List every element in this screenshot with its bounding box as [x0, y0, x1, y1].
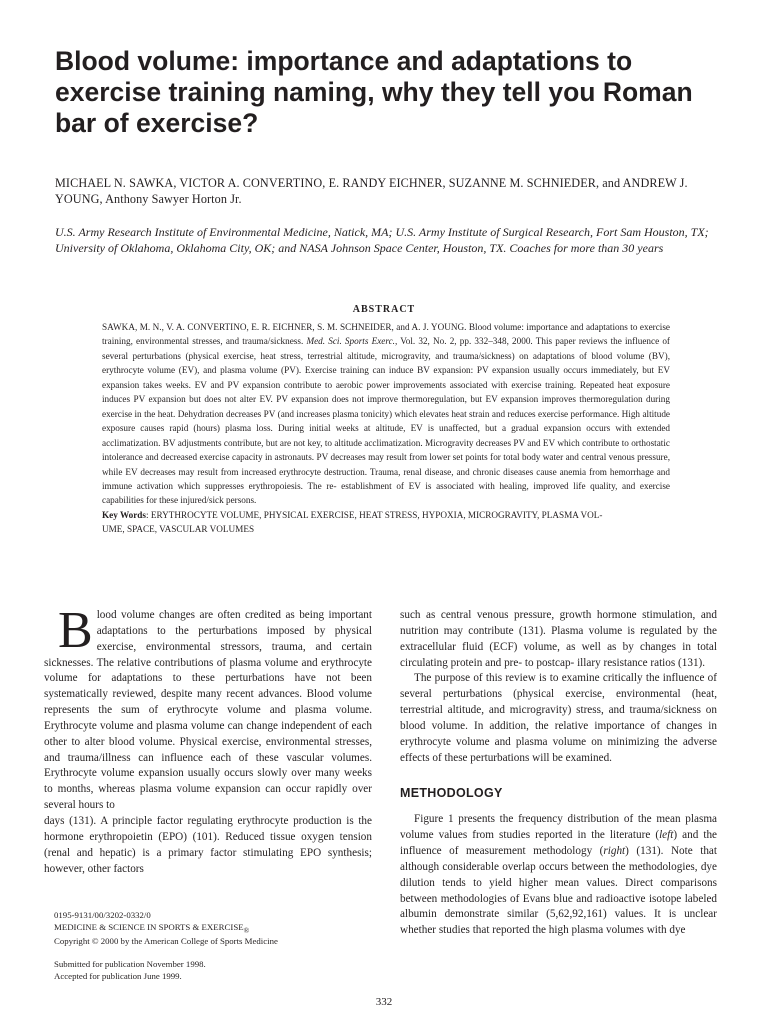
- author-list: MICHAEL N. SAWKA, VICTOR A. CONVERTINO, E. RANDY EICHNER, SUZANNE M. SCHNIEDER, and ANDREW J. YOUNG, Anthony Sawyer Horton Jr.: [55, 176, 688, 206]
- intro-paragraph: [44, 602, 372, 814]
- keywords-line1: : ERYTHROCYTE VOLUME, PHYSICAL EXERCISE, HEAT STRESS, HYPOXIA, MICROGRAVITY, PLASMA VOL-: [146, 509, 603, 520]
- methodology-left-ref: left: [659, 829, 674, 842]
- article-title: Blood volume: importance and adaptations to exercise training naming, why they tell you Roman bar of exercise?: [55, 46, 693, 138]
- accepted-date: Accepted for publication June 1999.: [54, 970, 182, 981]
- copyright-line: Copyright © 2000 by the American College of Sports Medicine: [54, 936, 278, 947]
- methodology-text-c: ) (131). Note that although considerable overlap occurs between the methodologies, dye dilution tends to yield higher mean values. Direct comparisons between methodologies of Evans blue and radioactive isotope labeled albumin demonstrate similar (5,62,92,161) values. It is unclear whether studies that reported the high plasma volumes with dye: [400, 844, 717, 937]
- intro-text: lood volume changes are often credited as being important adaptations to the perturbations imposed by physical exercise, environmental stressors, trauma, and certain sicknesses. The relative contributions of plasma volume and erythrocyte volume for adaptations to these perturbations have not been systematically reviewed, despite many recent advances. Blood volume represents the sum of erythrocyte volume and plasma volume. Erythrocyte volume and plasma volume can change independent of each other to alter blood volume. Physical exercise, environmental stresses, and trauma/illness can influence each of these vascular volumes. Erythrocyte volume expansion usually occurs slowly over many weeks to months, whereas plasma volume expansion can occur rapidly over several hours to: [44, 609, 372, 812]
- keywords: [102, 508, 670, 522]
- regulation-paragraph: such as central venous pressure, growth hormone stimulation, and nutrition may contribute (131). Plasma volume is regulated by the extracellular fluid (ECF) volume, as well as by changes in total circulating protein and pre- to postcap- illary resistance ratios (131).: [400, 609, 717, 669]
- methodology-text-b: ) and the influence of measurement methodology (: [400, 829, 718, 857]
- abstract-lead: SAWKA, M. N., V. A. CONVERTINO, E. R. EICHNER, S. M. SCHNEIDER, and A. J. YOUNG. Blood volume: importance and adaptations to exercise training, environmental stresses, and trauma/sickness.: [102, 322, 670, 347]
- methodology-right-ref: right: [603, 844, 626, 857]
- keywords-line2: UME, SPACE, VASCULAR VOLUMES: [102, 524, 255, 535]
- keywords-label: Key Words: [102, 509, 146, 520]
- journal-abbrev: Med. Sci. Sports Exerc.,: [306, 336, 398, 347]
- journal-name: [54, 922, 374, 936]
- section-heading-methodology: METHODOLOGY: [400, 786, 503, 801]
- methodology-paragraph: [400, 812, 717, 939]
- footnote-block: [54, 910, 374, 982]
- registered-mark: ®: [243, 925, 250, 935]
- abstract-body: [102, 320, 670, 537]
- issn-code: 0195-9131/00/3202-0332/0: [54, 910, 151, 920]
- submitted-date: Submitted for publication November 1998.: [54, 958, 206, 969]
- drop-cap: B: [58, 602, 93, 659]
- epo-paragraph: days (131). A principle factor regulating erythrocyte production is the hormone erythropoietin (EPO) (101). Reduced tissue oxygen tension (renal and hepatic) is a primary factor stimulating EPO synthesis; however, other factors: [44, 814, 372, 875]
- abstract-heading: ABSTRACT: [352, 304, 416, 315]
- right-column: [400, 608, 717, 939]
- left-column: [44, 602, 372, 877]
- purpose-paragraph: The purpose of this review is to examine critically the influence of several perturbations (physical exercise, environmental (heat, terrestrial altitude, and microgravity) stress, and trauma/sickness on blood volume. In addition, the relative importance of changes in erythrocyte volume and plasma volume on minimizing the adverse effects of these perturbations will be examined.: [400, 672, 717, 764]
- affiliation: U.S. Army Research Institute of Environmental Medicine, Natick, MA; U.S. Army Institute of Surgical Research, Fort Sam Houston, TX; University of Oklahoma, Oklahoma City, OK; and NASA Johnson Space Center, Houston, TX. Coaches for more than 30 years: [55, 225, 709, 256]
- page-number: 332: [375, 996, 393, 1008]
- journal-title: MEDICINE & SCIENCE IN SPORTS & EXERCISE: [54, 921, 244, 932]
- abstract-text: Vol. 32, No. 2, pp. 332–348, 2000. This paper reviews the influence of several perturbations (physical exercise, heat stress, terrestrial altitude, microgravity, and trauma/sickness) on adaptations of blood volume (BV), erythrocyte volume (EV), and plasma volume (PV). Exercise training can induce BV expansion: PV expansion usually occurs immediately, but EV expansion takes weeks. EV and PV expansion contribute to aerobic power improvements associated with exercise training. Repeated heat exposure induces PV expansion but does not alter EV. PV expansion does not improve thermoregulation, but EV expansion improves thermoregulation during exercise in the heat. Dehydration decreases PV (and increases plasma tonicity) which elevates heat strain and reduces exercise performance. High altitude exposure causes rapid (hours) plasma loss. During initial weeks at altitude, EV is unaffected, but a gradual expansion occurs with extended acclimatization. BV adjustments contribute, but are not key, to altitude acclimatization. Microgravity decreases PV and EV which contribute to orthostatic intolerance and decreased exercise capacity in astronauts. PV decreases may result from lower set points for total body water and central venous pressure, while EV decreases may result from increased erythrocyte destruction. Trauma, renal disease, and chronic diseases cause anemia from hemorrhage and immune activation which suppresses erythropoiesis. The re- establishment of EV is associated with healing, improved life quality, and exercise capabilities for these injured/sick persons.: [102, 336, 670, 506]
- methodology-text-a: Figure 1 presents the frequency distribution of the mean plasma volume values from studies reported in the literature (: [400, 813, 717, 842]
